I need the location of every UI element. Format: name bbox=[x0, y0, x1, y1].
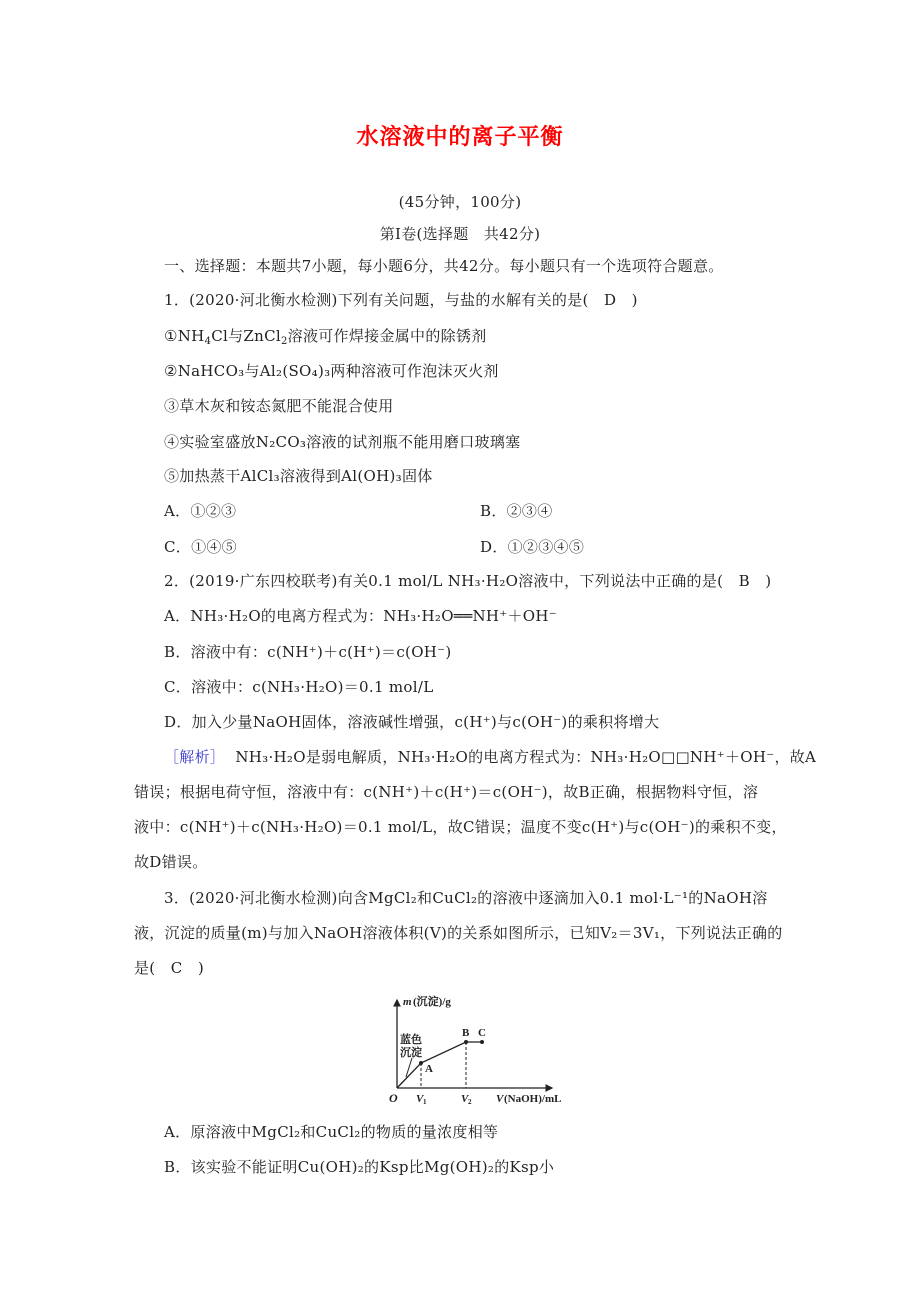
instructions: 一、选择题：本题共7小题，每小题6分，共42分。每小题只有一个选项符合题意。 bbox=[164, 257, 724, 275]
q3-stem-line-1: 3．(2020·河北衡水检测)向含MgCl₂和CuCl₂的溶液中逐滴加入0.1 mol·L⁻¹的NaOH溶 bbox=[164, 889, 768, 907]
analysis-tag: ［解析］ bbox=[164, 748, 226, 766]
q1-item-4: ④实验室盛放N₂CO₃溶液的试剂瓶不能用磨口玻璃塞 bbox=[164, 433, 521, 451]
time-score: (45分钟，100分) bbox=[398, 193, 522, 211]
point-c bbox=[480, 1040, 484, 1044]
q1-item-2: ②NaHCO₃与Al₂(SO₄)₃两种溶液可作泡沫灭火剂 bbox=[164, 362, 499, 380]
svg-text:(NaOH)/mL: (NaOH)/mL bbox=[504, 1093, 562, 1105]
q3-option-b: B．该实验不能证明Cu(OH)₂的Ksp比Mg(OH)₂的Ksp小 bbox=[164, 1158, 555, 1176]
q3-stem-line-3: 是( C ) bbox=[134, 959, 204, 977]
svg-text:m: m bbox=[403, 996, 412, 1008]
q2-option-b: B．溶液中有：c(NH⁺)＋c(H⁺)＝c(OH⁻) bbox=[164, 643, 452, 661]
svg-text:O: O bbox=[389, 1091, 398, 1105]
q3-option-a: A．原溶液中MgCl₂和CuCl₂的物质的量浓度相等 bbox=[164, 1123, 499, 1141]
svg-text:1: 1 bbox=[423, 1098, 427, 1106]
svg-text:V: V bbox=[416, 1093, 424, 1105]
q1-item-5: ⑤加热蒸干AlCl₃溶液得到Al(OH)₃固体 bbox=[164, 467, 433, 485]
svg-text:2: 2 bbox=[468, 1098, 472, 1106]
q1-option-c: C．①④⑤ bbox=[164, 538, 237, 556]
q3-stem-line-2: 液，沉淀的质量(m)与加入NaOH溶液体积(V)的关系如图所示，已知V₂＝3V₁，下列说法正确的 bbox=[134, 924, 783, 942]
svg-text:A: A bbox=[425, 1063, 433, 1075]
point-a bbox=[419, 1061, 423, 1065]
q1-item-3: ③草木灰和铵态氮肥不能混合使用 bbox=[164, 397, 394, 415]
svg-text:(沉淀)/g: (沉淀)/g bbox=[413, 996, 451, 1008]
svg-text:V: V bbox=[496, 1093, 504, 1105]
q1-item-1: $①NH_4Cl$与ZnCl$_2$溶液可作焊接金属中的除锈剂 bbox=[164, 327, 487, 347]
q2-option-c: C．溶液中：c(NH₃·H₂O)＝0.1 mol/L bbox=[164, 678, 434, 696]
q2-analysis-line-4: 故D错误。 bbox=[134, 853, 208, 871]
q2-analysis-line-3: 液中：c(NH⁺)＋c(NH₃·H₂O)＝0.1 mol/L，故C错误；温度不变c(H⁺)与c(OH⁻)的乘积不变， bbox=[134, 818, 787, 836]
point-b bbox=[464, 1040, 468, 1044]
q2-analysis-line-2: 错误；根据电荷守恒，溶液中有：c(NH⁺)＋c(H⁺)＝c(OH⁻)，故B正确，根据物料守恒，溶 bbox=[134, 783, 759, 801]
q1-stem: 1．(2020·河北衡水检测)下列有关问题，与盐的水解有关的是( D ) bbox=[164, 291, 638, 309]
svg-text:蓝色: 蓝色 bbox=[400, 1034, 422, 1046]
q2-option-d: D．加入少量NaOH固体，溶液碱性增强，c(H⁺)与c(OH⁻)的乘积将增大 bbox=[164, 713, 660, 731]
svg-text:C: C bbox=[478, 1027, 486, 1039]
q1-option-d: D．①②③④⑤ bbox=[480, 538, 585, 556]
q1-option-b: B．②③④ bbox=[480, 502, 553, 520]
svg-text:沉淀: 沉淀 bbox=[400, 1047, 422, 1059]
q2-option-a: A．NH₃·H₂O的电离方程式为：NH₃·H₂O══NH⁺＋OH⁻ bbox=[164, 607, 557, 625]
q2-analysis-line-1: ［解析］ NH₃·H₂O是弱电解质，NH₃·H₂O的电离方程式为：NH₃·H₂O□□NH⁺＋OH⁻，故A bbox=[164, 748, 817, 766]
svg-text:B: B bbox=[462, 1027, 470, 1039]
svg-text:V: V bbox=[461, 1093, 469, 1105]
q2-stem: 2．(2019·广东四校联考)有关0.1 mol/L NH₃·H₂O溶液中，下列说法中正确的是( B ) bbox=[164, 572, 772, 590]
section-heading: 第Ⅰ卷(选择题 共42分) bbox=[379, 225, 541, 243]
precipitate-mass-chart bbox=[370, 990, 590, 1110]
page-title: 水溶液中的离子平衡 bbox=[356, 125, 564, 150]
q1-option-a: A．①②③ bbox=[164, 502, 237, 520]
